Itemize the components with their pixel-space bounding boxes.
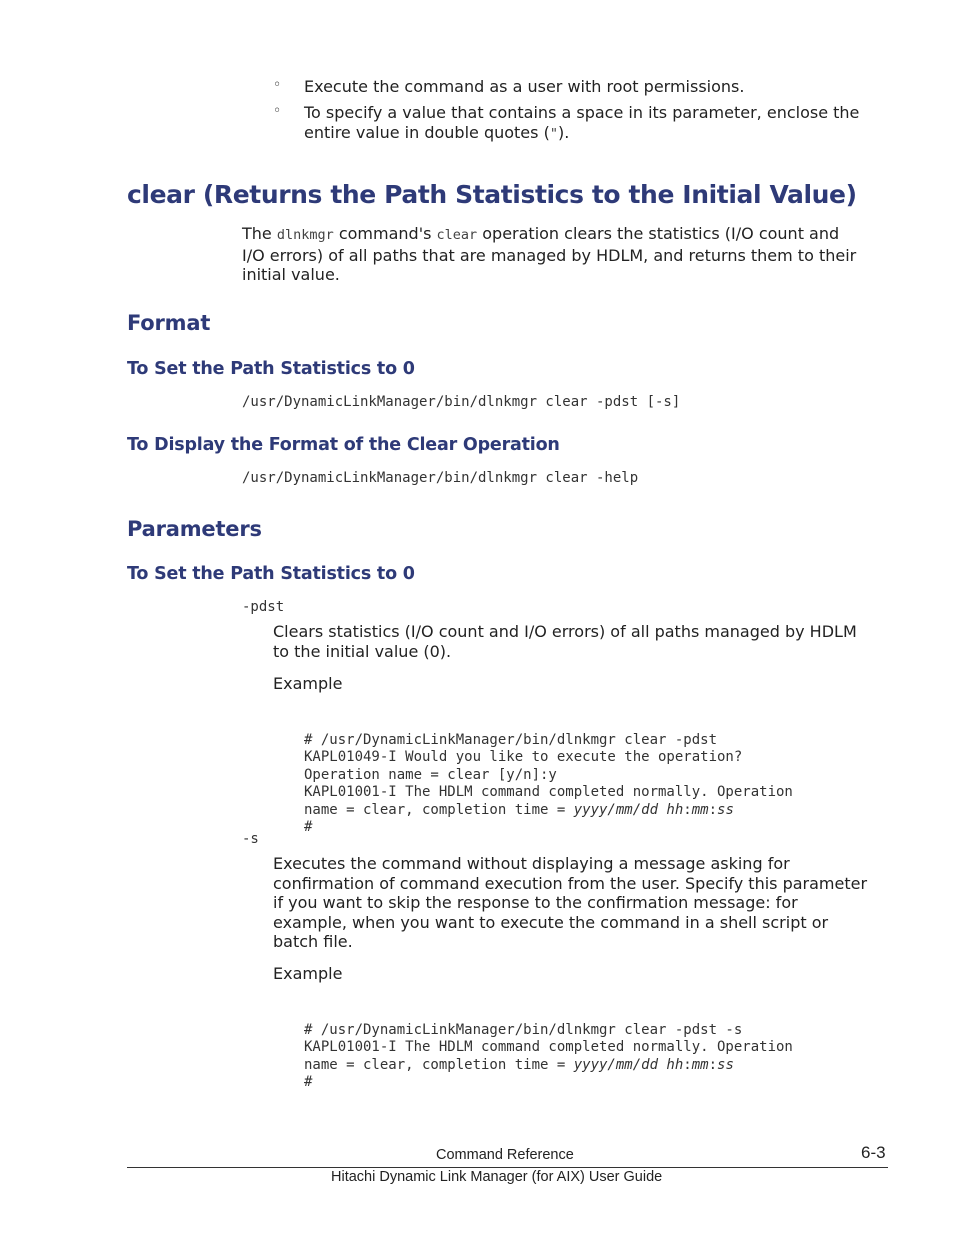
inline-code-dlnkmgr: dlnkmgr — [276, 227, 334, 243]
param-pdst-description: Clears statistics (I/O count and I/O errors) of all paths managed by HDLM to the initial value (0). — [273, 622, 857, 661]
parameters-heading: Parameters — [127, 517, 262, 541]
format-code-pdst: /usr/DynamicLinkManager/bin/dlnkmgr clear -pdst [-s] — [242, 394, 681, 410]
bullet-text — [304, 103, 859, 144]
footer-page-number: 6-3 — [861, 1143, 886, 1162]
format-subheading-set-path-stats: To Set the Path Statistics to 0 — [127, 359, 415, 379]
page-title: clear (Returns the Path Statistics to the Initial Value) — [127, 180, 857, 209]
param-pdst-example-label: Example — [273, 674, 343, 693]
bullet-marker: ◦ — [273, 77, 282, 93]
footer-divider — [127, 1167, 888, 1168]
intro-paragraph: The dlnkmgr command's clear operation clears the statistics (I/O count and I/O errors) of all paths that are managed by HDLM, and returns them to their initial value. — [242, 224, 857, 284]
bullet-text: Execute the command as a user with root permissions. — [304, 77, 745, 96]
param-s-description: Executes the command without displaying a message asking for confirmation of command execution from the user. Specify this parameter if you want to skip the response to the confirmation message: for example, when you want to execute the command in a shell script or batch file. — [273, 854, 868, 951]
inline-code-clear: clear — [436, 227, 478, 243]
param-s-name: -s — [242, 831, 259, 847]
parameters-subheading-set-path-stats: To Set the Path Statistics to 0 — [127, 564, 415, 584]
format-code-help: /usr/DynamicLinkManager/bin/dlnkmgr clear -help — [242, 470, 639, 486]
format-heading: Format — [127, 311, 211, 335]
footer-book-title: Hitachi Dynamic Link Manager (for AIX) User Guide — [331, 1169, 663, 1185]
param-s-example-code: # /usr/DynamicLinkManager/bin/dlnkmgr clear -pdst -s KAPL01001-I The HDLM command completed normally. Operation name = clear, completion time = yyyy/mm/dd hh:mm:ss # — [304, 1021, 793, 1090]
param-s-example-label: Example — [273, 964, 343, 983]
bullet-line: entire value in double quotes ("). — [304, 122, 570, 142]
footer-section-title: Command Reference — [436, 1147, 574, 1163]
bullet-line: To specify a value that contains a space in its parameter, enclose the — [304, 103, 860, 122]
param-pdst-name: -pdst — [242, 599, 285, 615]
param-pdst-example-code: # /usr/DynamicLinkManager/bin/dlnkmgr clear -pdst KAPL01049-I Would you like to execute the operation? Operation name = clear [y/n]:y KAPL01001-I The HDLM command completed normally. Operation name = clear, completion time = yyyy/mm/dd hh:mm:ss # — [304, 731, 793, 835]
bullet-marker: ◦ — [273, 103, 282, 119]
format-subheading-display-format: To Display the Format of the Clear Operation — [127, 435, 560, 455]
